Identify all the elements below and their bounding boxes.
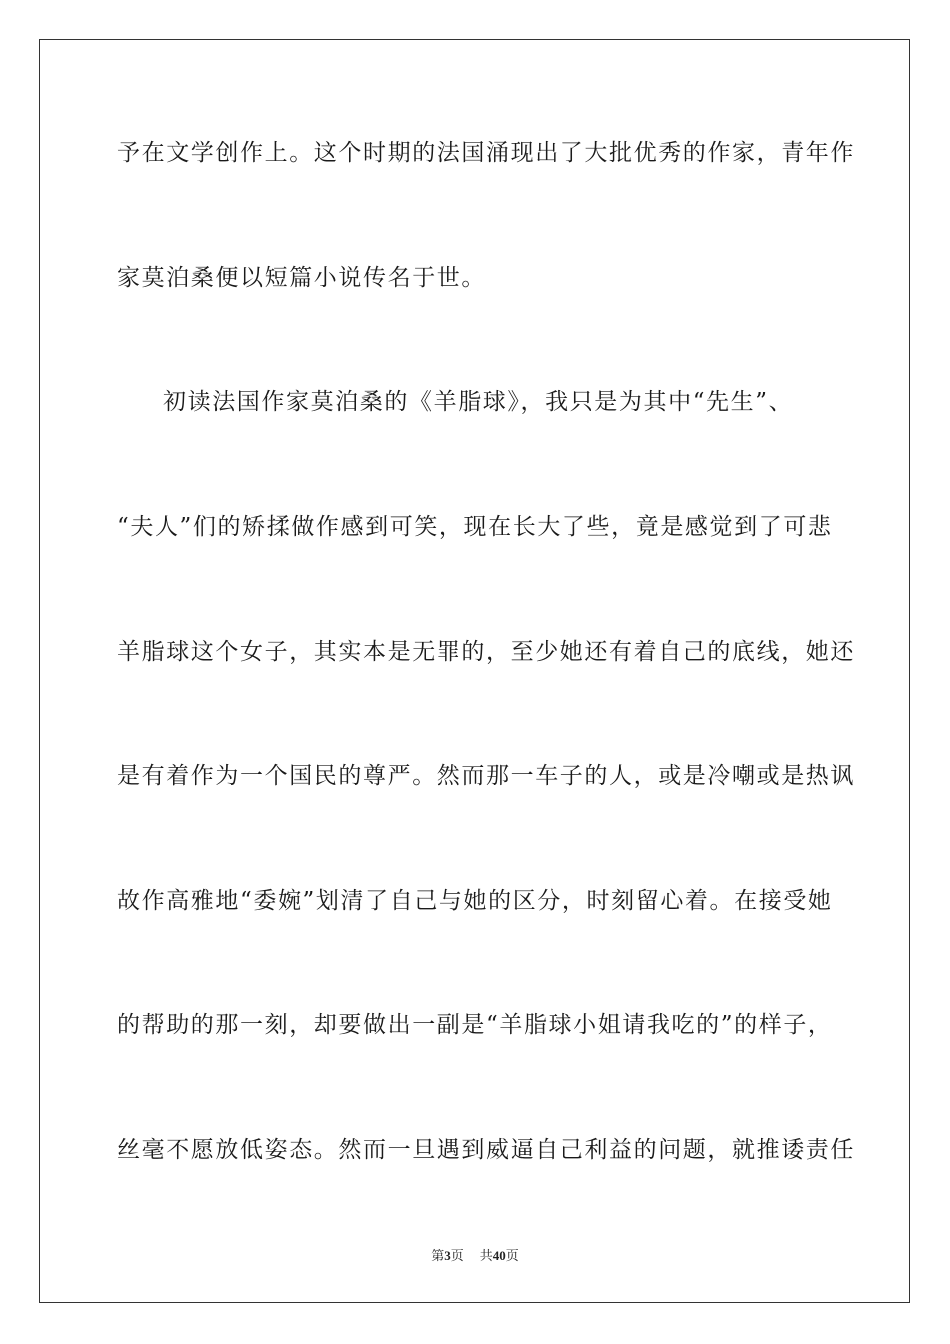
page-number: 3 [444, 1248, 451, 1263]
text-line-4: “夫人”们的矫揉做作感到可笑，现在长大了些，竟是感觉到了可悲 [117, 514, 833, 540]
page-footer [0, 1247, 950, 1265]
text-line-7: 故作高雅地“委婉”划清了自己与她的区分，时刻留心着。在接受她 [117, 888, 833, 914]
text-line-6: 是有着作为一个国民的尊严。然而那一车子的人，或是冷嘲或是热讽 [117, 763, 855, 789]
page-prefix: 第 [431, 1248, 445, 1263]
total-pages: 40 [492, 1248, 506, 1263]
page-suffix: 页 [450, 1248, 464, 1263]
total-prefix: 共 [479, 1248, 493, 1263]
text-line-3-paragraph-start: 初读法国作家莫泊桑的《羊脂球》，我只是为其中“先生”、 [163, 389, 794, 415]
total-suffix: 页 [505, 1248, 519, 1263]
text-line-9: 丝毫不愿放低姿态。然而一旦遇到威逼自己利益的问题，就推诿责任 [117, 1137, 855, 1163]
text-line-1: 予在文学创作上。这个时期的法国涌现出了大批优秀的作家，青年作 [117, 140, 855, 166]
page-border [39, 39, 910, 1303]
text-line-5: 羊脂球这个女子，其实本是无罪的，至少她还有着自己的底线，她还 [117, 639, 855, 665]
text-line-2: 家莫泊桑便以短篇小说传名于世。 [117, 265, 486, 291]
text-line-8: 的帮助的那一刻，却要做出一副是“羊脂球小姐请我吃的”的样子， [117, 1012, 833, 1038]
